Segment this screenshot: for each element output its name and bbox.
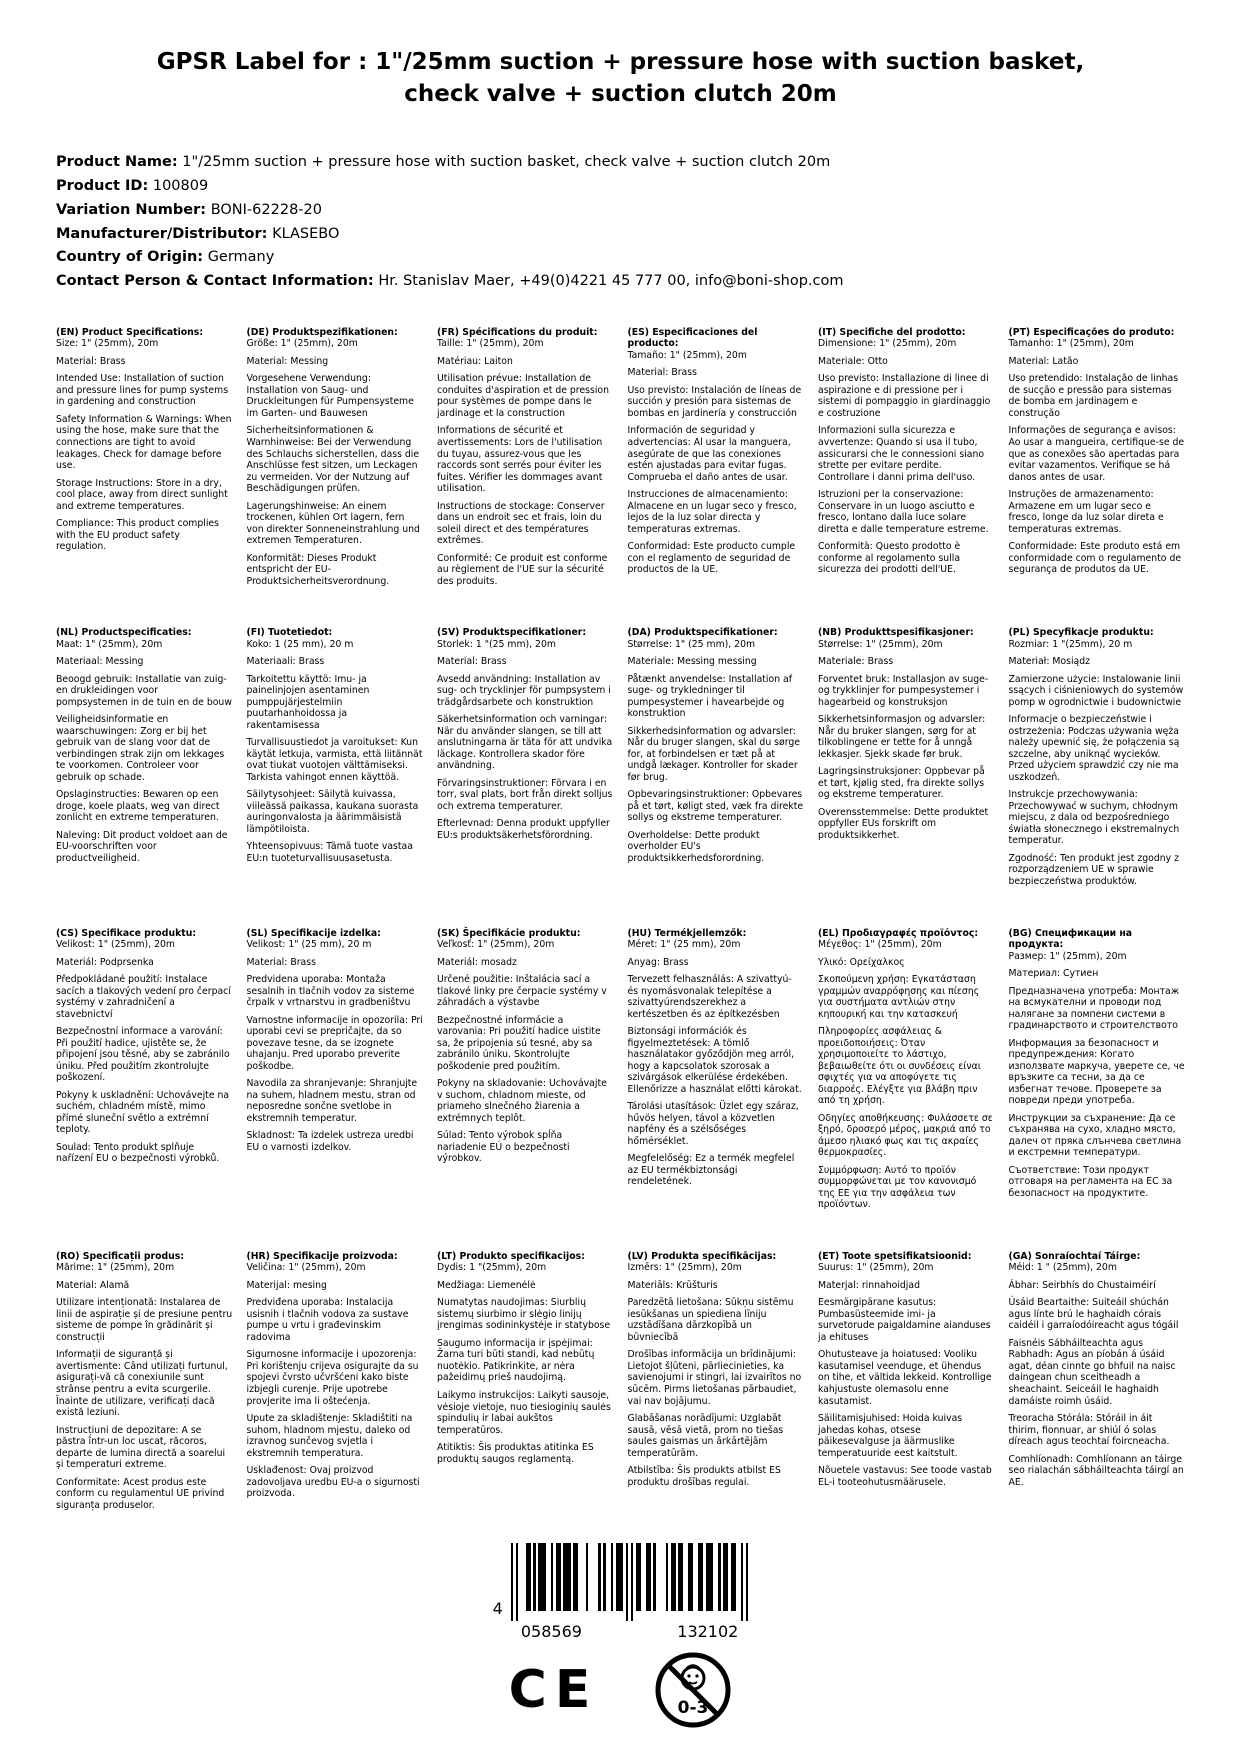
lang-section-title: (SV) Produktspecifikationer: <box>437 627 587 639</box>
section-paragraph: Størrelse: 1" (25mm), 20m <box>818 638 943 650</box>
section-paragraph: Predvidena uporaba: Montaža sesalnih in tlačnih vodov za sisteme črpalk v vrtnarstvu in gradbeništvu <box>246 974 415 1009</box>
lang-section-title: (NB) Produkttspesifikasjoner: <box>818 627 974 639</box>
section-paragraph: Yhteensopivuus: Tämä tuote vastaa EU:n tuoteturvallisuusasetusta. <box>246 841 413 864</box>
lang-section-hr <box>247 1251 424 1506</box>
section-paragraph: Intended Use: Installation of suction and pressure lines for pump systems in gardening and construction <box>56 373 229 408</box>
lang-section-pl <box>1009 627 1186 893</box>
section-paragraph: Drošības informācija un brīdinājumi: Lietojot šļūteni, pārliecinieties, ka savienojumi ir stingri, lai izvairītos no sūcēm. Pirms lietošanas pārbaudiet, vai nav bojājumu. <box>627 1349 802 1407</box>
section-paragraph: Størrelse: 1" (25 mm), 20m <box>627 638 756 650</box>
section-paragraph: Rozmiar: 1 "(25mm), 20 m <box>1008 638 1133 650</box>
contact-row <box>56 271 1185 293</box>
section-paragraph: Paredzētā lietošana: Sūkņu sistēmu iesūkšanas un spiediena līniju uzstādīšana dārzkopībā un būvniecībā <box>627 1297 794 1343</box>
section-paragraph: Atbilstība: Šis produkts atbilst ES produktu drošības regulai. <box>627 1465 781 1488</box>
section-paragraph: Bezpečnostní informace a varování: Při použití hadice, ujistěte se, že připojení jsou těsné, aby se zabránilo úniku. Před použitím zkontrolujte poškození. <box>56 1026 230 1084</box>
section-paragraph: Faisnéis Sábháilteachta agus Rabhadh: Agus an píobán á úsáid agat, déan cinnte go bhfuil na naisc daingean chun sceitheadh a sheachaint. Seiceáil le haghaidh damáiste roimh úsáid. <box>1008 1337 1176 1407</box>
section-paragraph: Uso pretendido: Instalação de linhas de sucção e pressão para sistemas de bomba em jardinagem e construção <box>1008 373 1179 419</box>
section-paragraph: Материал: Сутиен <box>1008 968 1099 980</box>
lang-section-fi <box>247 627 424 870</box>
section-paragraph: Beoogd gebruik: Installatie van zuig- en drukleidingen voor pompsystemen in de tuin en de bouw <box>56 673 232 708</box>
section-paragraph: Instrucciones de almacenamiento: Almacene en un lugar seco y fresco, lejos de la luz solar directa y temperaturas extremas. <box>627 489 797 535</box>
section-paragraph: Safety Information & Warnings: When using the hose, make sure that the connections are tight to avoid leakages. Check for damage before use. <box>56 413 232 472</box>
section-paragraph: Predviđena uporaba: Instalacija usisnih i tlačnih vodova za sustave pumpe u vrtu i građevinskim radovima <box>246 1297 409 1343</box>
section-paragraph: Material: Messing <box>246 355 329 367</box>
lang-section-nl <box>56 627 233 870</box>
section-paragraph: Usklađenost: Ovaj proizvod zadovoljava uredbu EU-a o sigurnosti proizvoda. <box>246 1465 420 1500</box>
section-paragraph: Storlek: 1 "(25 mm), 20m <box>437 638 556 650</box>
section-paragraph: Tervezett felhasználás: A szivattyú- és nyomásvonalak telepítése a szivattyúrendszerekhez a kertészetben és az építkezésben <box>627 974 792 1020</box>
section-paragraph: Informazioni sulla sicurezza e avvertenze: Quando si usa il tubo, assicurarsi che le connessioni siano strette per evitare perdite. Controllare i danni prima dell'uso. <box>818 425 985 483</box>
lang-section-title: (PT) Especificações do produto: <box>1008 326 1175 338</box>
section-paragraph: Taille: 1" (25mm), 20m <box>437 338 544 350</box>
lang-section-title: (CS) Specifikace produktu: <box>56 927 197 939</box>
section-paragraph: Veľkosť: 1" (25mm), 20m <box>437 939 555 951</box>
section-paragraph: Anyag: Brass <box>627 956 689 968</box>
variation-number-label: Variation Number: <box>56 201 207 218</box>
section-paragraph: Opbevaringsinstruktioner: Opbevares på et tørt, køligt sted, væk fra direkte sollys og ekstreme temperaturer. <box>627 789 804 824</box>
page-title: GPSR Label for : 1"/25mm suction + pressure hose with suction basket, check valve + suction clutch 20m <box>156 49 1085 108</box>
lang-section-lv <box>628 1251 805 1494</box>
lang-section-title: (PL) Specyfikacje produktu: <box>1008 627 1154 639</box>
section-paragraph: Předpokládané použití: Instalace sacích a tlakových vedení pro čerpací systémy v zahradničení a stavebnictví <box>56 974 231 1020</box>
section-paragraph: Soulad: Tento produkt splňuje nařízení EU o bezpečnosti výrobků. <box>56 1141 220 1165</box>
section-paragraph: Größe: 1" (25mm), 20m <box>246 338 358 350</box>
lang-section-ro <box>56 1251 233 1517</box>
section-paragraph: Material: Brass <box>437 656 507 668</box>
section-paragraph: Zamierzone użycie: Instalowanie linii ssących i ciśnieniowych do systemów pomp w ogrodnictwie i budownictwie <box>1008 673 1184 708</box>
section-paragraph: Veličina: 1" (25mm), 20m <box>246 1262 366 1274</box>
barcode-right-digits: 132102 <box>677 1622 739 1642</box>
section-paragraph: Размер: 1" (25mm), 20m <box>1008 950 1127 962</box>
section-paragraph: Istruzioni per la conservazione: Conservare in un luogo asciutto e fresco, lontano dalla luce solare diretta e dalle temperature estreme. <box>818 489 989 535</box>
section-paragraph: Dydis: 1 "(25mm), 20m <box>437 1262 547 1274</box>
section-paragraph: Overholdelse: Dette produkt overholder EU's produktsikkerhedsforordning. <box>627 829 765 864</box>
section-paragraph: Ábhar: Seirbhís do Chustaiméirí <box>1008 1279 1156 1291</box>
section-paragraph: Informacje o bezpieczeństwie i ostrzeżenia: Podczas używania węża należy upewnić się, że połączenia są szczelne, aby uniknąć wycieków. Przed użyciem sprawdzić czy nie ma uszkodzeń. <box>1008 714 1180 783</box>
ce-mark-icon: CE <box>508 1660 599 1721</box>
lang-section-title: (NL) Productspecificaties: <box>56 627 192 639</box>
lang-section-es <box>628 327 805 582</box>
section-paragraph: Conformità: Questo prodotto è conforme al regolamento sulla sicurezza dei prodotti dell'UE. <box>818 541 961 576</box>
section-paragraph: Úsáid Beartaithe: Suiteáil shúchán agus línte brú le haghaidh córais caidéil i garraíodóireacht agus tógáil <box>1008 1297 1179 1332</box>
barcode-bars <box>511 1543 749 1621</box>
footer <box>56 1543 1185 1729</box>
section-paragraph: Υλικό: Ορείχαλκος <box>818 956 905 968</box>
section-paragraph: Materijal: mesing <box>246 1279 327 1291</box>
section-paragraph: Zgodność: Ten produkt jest zgodny z rozporządzeniem UE w sprawie bezpieczeństwa produktów. <box>1008 852 1179 887</box>
section-paragraph: Material: Alamă <box>56 1279 130 1291</box>
section-paragraph: Upute za skladištenje: Skladištiti na suhom, hladnom mjestu, daleko od izravnog sunčevog svjetla i ekstremnih temperatura. <box>246 1413 413 1459</box>
section-paragraph: Avsedd användning: Installation av sug- och trycklinjer för pumpsystem i trädgårdsarbete och konstruktion <box>437 673 611 708</box>
section-paragraph: Velikost: 1" (25 mm), 20 m <box>246 939 372 951</box>
manufacturer-value: KLASEBO <box>272 225 340 242</box>
product-id-row <box>56 176 1185 198</box>
age-range-text: 0-3 <box>677 1698 709 1719</box>
section-paragraph: Vorgesehene Verwendung: Installation von Saug- und Druckleitungen für Pumpensysteme im Garten- und Bauwesen <box>246 373 414 419</box>
product-name-value: 1"/25mm suction + pressure hose with suction basket, check valve + suction clutch 20m <box>182 154 831 171</box>
lang-section-title: (LT) Produkto specifikacijos: <box>437 1250 585 1262</box>
lang-section-sk <box>437 928 614 1171</box>
section-paragraph: Utilizare intenționată: Instalarea de linii de aspirație și de presiune pentru sisteme de pompe în grădinărit și construcții <box>56 1297 233 1343</box>
section-paragraph: Instructions de stockage: Conserver dans un endroit sec et frais, loin du soleil direct et des températures extrêmes. <box>437 500 605 547</box>
contact-value: Hr. Stanislav Maer, +49(0)4221 45 777 00, info@boni-shop.com <box>378 273 844 290</box>
section-paragraph: Sikkerhedsinformation og advarsler: Når du bruger slangen, skal du sørge for, at forbindelsen er tæt på at undgå lækager. Kontroller for skader før brug. <box>627 725 800 783</box>
lang-section-sv <box>437 627 614 847</box>
section-paragraph: Materiaal: Messing <box>56 656 144 668</box>
section-paragraph: Informations de sécurité et avertissements: Lors de l'utilisation du tuyau, assurez-vous que les raccords sont serrés pour éviter les fuites. Vérifier les dommages avant utilisation. <box>437 425 603 495</box>
section-paragraph: Информация за безопасност и предупреждения: Когато използвате маркуча, уверете се, че връзките са тесни, за да се избегнат течове. Проверете за повреди преди употреба. <box>1008 1037 1185 1107</box>
lang-section-cs <box>56 928 233 1171</box>
section-paragraph: Utilisation prévue: Installation de conduites d'aspiration et de pression pour systèmes de pompe dans le jardinage et la construction <box>437 373 609 419</box>
lang-section-title: (LV) Produkta specifikācijas: <box>627 1250 777 1262</box>
language-sections-grid <box>56 327 1185 1517</box>
variation-number-row <box>56 200 1185 222</box>
section-paragraph: Förvaringsinstruktioner: Förvara i en torr, sval plats, bort från direkt solljus och extrema temperaturer. <box>437 777 613 812</box>
lang-section-bg <box>1009 928 1186 1206</box>
section-paragraph: Material: Brass <box>56 355 126 367</box>
lang-section-title: (SL) Specifikacije izdelka: <box>246 927 381 939</box>
country-of-origin-row <box>56 247 1185 269</box>
section-paragraph: Méret: 1" (25 mm), 20m <box>627 939 741 951</box>
section-paragraph: Инструкции за съхранение: Да се съхранява на сухо, хладно място, далеч от пряка слънчева светлина и екстремни температури. <box>1008 1112 1182 1159</box>
section-paragraph: Tamaño: 1" (25mm), 20m <box>627 349 747 361</box>
section-paragraph: Säkerhetsinformation och varningar: När du använder slangen, se till att anslutningarna är täta för att undvika läckage. Kontrollera skador före användning. <box>437 714 613 772</box>
section-paragraph: Conformidad: Este producto cumple con el reglamento de seguridad de productos de la UE. <box>627 541 796 576</box>
barcode-lead-digit: 4 <box>492 1599 503 1619</box>
section-paragraph: Suurus: 1" (25mm), 20m <box>818 1262 934 1274</box>
section-paragraph: Ohutusteave ja hoiatused: Vooliku kasutamisel veenduge, et ühendus on tihe, et vältida lekkeid. Kontrollige kahjustuste olemasolu enne kasutamist. <box>818 1349 992 1407</box>
section-paragraph: Instrukcje przechowywania: Przechowywać w suchym, chłodnym miejscu, z dala od bezpośredniego światła słonecznego i ekstremalnych temperatur. <box>1008 789 1180 847</box>
section-paragraph: Overensstemmelse: Dette produktet oppfyller EUs forskrift om produktsikkerhet. <box>818 806 989 841</box>
variation-number-value: BONI-62228-20 <box>210 201 322 218</box>
section-paragraph: Σκοπούμενη χρήση: Εγκατάσταση γραμμών αναρρόφησης και πίεσης για συστήματα αντλιών στην κηπουρική και την κατασκευή <box>818 974 980 1020</box>
section-paragraph: Storage Instructions: Store in a dry, cool place, away from direct sunlight and extreme temperatures. <box>56 477 228 512</box>
section-paragraph: Materiaali: Brass <box>246 656 325 668</box>
section-paragraph: Materiāls: Krūšturis <box>627 1279 718 1291</box>
section-paragraph: Skladnost: Ta izdelek ustreza uredbi EU o varnosti izdelkov. <box>246 1130 414 1153</box>
section-paragraph: Atitiktis: Šis produktas atitinka ES produktų saugos reglamentą. <box>437 1442 594 1465</box>
section-paragraph: Nõuetele vastavus: See toode vastab EL-i tooteohutusmäärusele. <box>818 1465 992 1488</box>
lang-section-title: (FR) Spécifications du produit: <box>437 326 598 338</box>
section-paragraph: Eesmärgipärane kasutus: Pumbasüsteemide imi- ja survetorude paigaldamine aianduses ja ehituses <box>818 1297 991 1343</box>
section-paragraph: Μέγεθος: 1" (25mm), 20m <box>818 939 942 951</box>
lang-section-it <box>818 327 995 582</box>
section-paragraph: Material: Brass <box>246 956 316 968</box>
lang-section-en <box>56 327 233 559</box>
section-paragraph: Forventet bruk: Installasjon av suge- og trykklinjer for pumpesystemer i hagearbeid og konstruksjon <box>818 673 989 708</box>
section-paragraph: Laikymo instrukcijos: Laikyti sausoje, vėsioje vietoje, nuo tiesioginių saulės spindulių ir labai aukštos temperatūros. <box>437 1390 611 1436</box>
section-paragraph: Koko: 1 (25 mm), 20 m <box>246 638 354 650</box>
lang-section-title: (SK) Špecifikácie produktu: <box>437 927 581 939</box>
section-paragraph: Uso previsto: Installazione di linee di aspirazione e di pressione per i sistemi di pompaggio in giardinaggio e costruzione <box>818 373 991 419</box>
section-paragraph: Comhlíonadh: Comhlíonann an táirge seo rialachán sábháilteachta táirgí an AE. <box>1008 1453 1184 1488</box>
compliance-marks <box>509 1651 733 1729</box>
contact-label: Contact Person & Contact Information: <box>56 273 374 290</box>
section-paragraph: Medžiaga: Liemenėlė <box>437 1279 536 1291</box>
section-paragraph: Συμμόρφωση: Αυτό το προϊόν συμμορφώνεται με τον κανονισμό της ΕΕ για την ασφάλεια των προϊόντων. <box>818 1164 977 1211</box>
section-paragraph: Megfelelőség: Ez a termék megfelel az EU termékbiztonsági rendeletének. <box>627 1153 795 1188</box>
section-paragraph: Izmērs: 1" (25mm), 20m <box>627 1262 742 1274</box>
section-paragraph: Varnostne informacije in opozorila: Pri uporabi cevi se prepričajte, da so povezave tesne, da se izognete uhajanju. Pred uporabo preverite poškodbe. <box>246 1014 423 1072</box>
section-paragraph: Conformidade: Este produto está em conformidade com o regulamento de segurança de produtos da UE. <box>1008 541 1182 576</box>
manufacturer-label: Manufacturer/Distributor: <box>56 225 268 242</box>
section-paragraph: Opslaginstructies: Bewaren op een droge, koele plaats, weg van direct zonlicht en extreme temperaturen. <box>56 789 220 824</box>
product-name-label: Product Name: <box>56 154 178 171</box>
section-paragraph: Súlad: Tento výrobok spĺňa nariadenie EÚ o bezpečnosti výrobkov. <box>437 1130 570 1165</box>
section-paragraph: Materiał: Mosiądz <box>1008 656 1091 668</box>
section-paragraph: Informações de segurança e avisos: Ao usar a mangueira, certifique-se de que as conexões são apertadas para evitar vazamentos. Verifique se há danos antes de usar. <box>1008 425 1185 483</box>
product-name-row <box>56 152 1185 174</box>
section-paragraph: Méid: 1 " (25mm), 20m <box>1008 1262 1117 1274</box>
section-paragraph: Mărime: 1" (25mm), 20m <box>56 1262 175 1274</box>
lang-section-title: (GA) Sonraíochtaí Táirge: <box>1008 1250 1141 1262</box>
section-paragraph: Tamanho: 1" (25mm), 20m <box>1008 338 1134 350</box>
section-paragraph: Предназначена употреба: Монтаж на всмукателни и проводи под налягане за помпени системи в градинарството и строителството <box>1008 985 1180 1032</box>
lang-section-title: (RO) Specificații produs: <box>56 1250 185 1262</box>
section-paragraph: Dimensione: 1" (25mm), 20m <box>818 338 957 350</box>
lang-section-title: (FI) Tuotetiedot: <box>246 627 333 639</box>
lang-section-sl <box>247 928 424 1160</box>
lang-section-pt <box>1009 327 1186 582</box>
section-paragraph: Pokyny k uskladnění: Uchovávejte na suchém, chladném místě, mimo přímé sluneční světlo a extrémní teploty. <box>56 1089 230 1136</box>
section-paragraph: Materiale: Otto <box>818 355 888 367</box>
manufacturer-row <box>56 224 1185 246</box>
lang-section-title: (ES) Especificaciones del producto: <box>627 326 758 350</box>
section-paragraph: Treoracha Stórála: Stóráil in áit thirim, fionnuar, ar shiúl ó solas díreach agus teochtaí foircneacha. <box>1008 1413 1170 1448</box>
section-paragraph: Uso previsto: Instalación de líneas de succión y presión para sistemas de bombas en jardinería y construcción <box>627 384 802 419</box>
section-paragraph: Información de seguridad y advertencias: Al usar la manguera, asegúrate de que las conexiones estén ajustadas para evitar fugas. Comprueba el daño antes de usar. <box>627 425 791 483</box>
lang-section-nb <box>818 627 995 847</box>
lang-section-title: (EL) Προδιαγραφές προϊόντος: <box>818 927 979 939</box>
section-paragraph: Säilytysohjeet: Säilytä kuivassa, viileässä paikassa, kaukana suorasta auringonvalosta ja äärimmäisistä lämpötiloista. <box>246 789 419 835</box>
age-warning-0-3-icon <box>654 1651 732 1729</box>
section-paragraph: Turvallisuustiedot ja varoitukset: Kun käytät letkuja, varmista, että liitännät ovat tiukat vuotojen välttämiseksi. Tarkista vahingot ennen käyttöä. <box>246 737 423 783</box>
section-paragraph: Veiligheidsinformatie en waarschuwingen: Zorg er bij het gebruik van de slang voor dat de verbindingen strak zijn om lekkages te voorkomen. Controleer voor gebruik op schade. <box>56 714 225 783</box>
section-paragraph: Materjal: rinnahoidjad <box>818 1279 920 1291</box>
section-paragraph: Efterlevnad: Denna produkt uppfyller EU:s produktsäkerhetsförordning. <box>437 818 610 841</box>
section-paragraph: Οδηγίες αποθήκευσης: Φυλάσσετε σε ξηρό, δροσερό μέρος, μακριά από το άμεσο ηλιακό φως και τις ακραίες θερμοκρασίες. <box>818 1112 993 1159</box>
section-paragraph: Konformität: Dieses Produkt entspricht der EU-Produktsicherheitsverordnung. <box>246 552 390 587</box>
lang-section-title: (DA) Produktspecifikationer: <box>627 627 778 639</box>
lang-section-lt <box>437 1251 614 1471</box>
section-paragraph: Lagringsinstruksjoner: Oppbevar på et tørt, kjølig sted, fra direkte sollys og ekstreme temperaturer. <box>818 766 985 801</box>
lang-section-da <box>628 627 805 870</box>
section-paragraph: Navodila za shranjevanje: Shranjujte na suhem, hladnem mestu, stran od neposredne sončne svetlobe in ekstremnih temperatur. <box>246 1078 418 1124</box>
section-paragraph: Säilitamisjuhised: Hoida kuivas jahedas kohas, otsese päikesevalguse ja äärmuslike temperatuuride eest kaitstult. <box>818 1413 963 1459</box>
section-paragraph: Tarkoitettu käyttö: Imu- ja painelinjojen asentaminen pumppujärjestelmiin puutarhanhoidossa ja rakentamisessa <box>246 673 370 731</box>
section-paragraph: Materiál: mosadz <box>437 956 517 968</box>
section-paragraph: Saugumo informacija ir įspėjimai: Žarna turi būti standi, kad nebūtų nuotėkio. Patikrinkite, ar nėra pažeidimų prieš naudojimą. <box>437 1337 595 1384</box>
product-id-value: 100809 <box>152 178 209 195</box>
lang-section-title: (EN) Product Specifications: <box>56 326 204 338</box>
barcode-digits <box>511 1622 749 1641</box>
lang-section-title: (BG) Спецификации на продукта: <box>1008 927 1133 951</box>
lang-section-title: (DE) Produktspezifikationen: <box>246 326 398 338</box>
section-paragraph: Určené použitie: Inštalácia sací a tlakové linky pre čerpacie systémy v záhradách a výstavbe <box>437 974 607 1009</box>
section-paragraph: Πληροφορίες ασφάλειας & προειδοποιήσεις: Όταν χρησιμοποιείτε το λάστιχο, βεβαιωθείτε ότι οι συνδέσεις είναι σφιχτές για να αποφύγετε τις διαρροές. Ελέγξτε για βλάβη πριν από τη χρήση. <box>818 1026 981 1107</box>
barcode-left-digits: 058569 <box>520 1622 582 1642</box>
section-paragraph: Glabāšanas norādījumi: Uzglabāt sausā, vēsā vietā, prom no tiešas saules gaismas un ārkārtējām temperatūrām. <box>627 1413 784 1459</box>
section-paragraph: Conformitate: Acest produs este conform cu regulamentul UE privind siguranța produselor. <box>56 1476 225 1511</box>
section-paragraph: Informații de siguranță și avertismente: Când utilizați furtunul, asigurați-vă că conexiunile sunt strânse pentru a evita scurgerile. Înainte de utilizare, verificați dacă există leziuni. <box>56 1349 228 1419</box>
lang-section-fr <box>437 327 614 593</box>
section-paragraph: Size: 1" (25mm), 20m <box>56 338 159 350</box>
section-paragraph: Naleving: Dit product voldoet aan de EU-voorschriften voor productveiligheid. <box>56 829 228 864</box>
section-paragraph: Material: Latão <box>1008 355 1079 367</box>
section-paragraph: Instrucțiuni de depozitare: A se păstra într-un loc uscat, răcoros, departe de lumina directă a soarelui și temperaturi extreme. <box>56 1424 226 1471</box>
section-paragraph: Pokyny na skladovanie: Uchovávajte v suchom, chladnom mieste, od priameho slnečného žiarenia a extrémnych teplôt. <box>437 1078 607 1124</box>
lang-section-el <box>818 928 995 1217</box>
section-paragraph: Conformité: Ce produit est conforme au règlement de l'UE sur la sécurité des produits. <box>437 552 608 587</box>
section-paragraph: Materiál: Podprsenka <box>56 956 154 968</box>
section-paragraph: Sicherheitsinformationen & Warnhinweise: Bei der Verwendung des Schlauchs sicherstellen, dass die Anschlüsse fest sitzen, um Leckagen zu vermeiden. Vor der Nutzung auf Beschädigungen prüfen. <box>246 425 420 495</box>
section-paragraph: Compliance: This product complies with the EU product safety regulation. <box>56 518 219 553</box>
section-paragraph: Materiale: Messing messing <box>627 656 757 668</box>
lang-section-ga <box>1009 1251 1186 1494</box>
lang-section-de <box>247 327 424 593</box>
section-paragraph: Material: Brass <box>627 367 697 379</box>
section-paragraph: Matériau: Laiton <box>437 355 513 367</box>
ean13-barcode <box>493 1543 749 1641</box>
lang-section-et <box>818 1251 995 1494</box>
product-id-label: Product ID: <box>56 178 149 195</box>
section-paragraph: Instruções de armazenamento: Armazene em um lugar seco e fresco, longe da luz solar direta e temperaturas extremas. <box>1008 489 1164 535</box>
section-paragraph: Materiale: Brass <box>818 656 894 668</box>
section-paragraph: Sigurnosne informacije i upozorenja: Pri korištenju crijeva osigurajte da su spojevi čvrsto učvršćeni kako biste izbjegli curenje. Prije upotrebe provjerite ima li oštećenja. <box>246 1349 419 1407</box>
section-paragraph: Numatytas naudojimas: Siurblių sistemų siurbimo ir slėgio linijų įrengimas sodininkystėje ir statybose <box>437 1297 611 1332</box>
section-paragraph: Tárolási utasítások: Üzlet egy száraz, hűvös helyen, távol a közvetlen napfény és a szélsőséges hőmérséklet. <box>627 1101 799 1147</box>
section-paragraph: Sikkerhetsinformasjon og advarsler: Når du bruker slangen, sørg for at tilkoblingene er tette for å unngå lekkasjer. Sjekk skade før bruk. <box>818 714 986 760</box>
section-paragraph: Maat: 1" (25mm), 20m <box>56 638 163 650</box>
section-paragraph: Påtænkt anvendelse: Installation af suge- og trykledninger til pumpesystemer i havearbejde og konstruktion <box>627 673 793 720</box>
lang-section-title: (HR) Specifikacije proizvoda: <box>246 1250 398 1262</box>
section-paragraph: Biztonsági információk és figyelmeztetések: A tömlő használatakor győződjön meg arról, hogy a kapcsolatok szorosak a szivárgások elkerülése érdekében. Ellenőrizze a használat előtti károkat. <box>627 1026 802 1095</box>
section-paragraph: Bezpečnostné informácie a varovania: Pri použití hadice uistite sa, že pripojenia sú tesné, aby sa zabránilo úniku. Skontrolujte poškodenie pred použitím. <box>437 1014 601 1072</box>
country-of-origin-value: Germany <box>207 249 275 266</box>
lang-section-title: (ET) Toote spetsifikatsioonid: <box>818 1250 972 1262</box>
section-paragraph: Lagerungshinweise: An einem trockenen, kühlen Ort lagern, fern von direkter Sonneneinstrahlung und extremen Temperaturen. <box>246 500 420 547</box>
lang-section-hu <box>628 928 805 1194</box>
product-info-block <box>56 152 1185 293</box>
section-paragraph: Velikost: 1" (25mm), 20m <box>56 939 175 951</box>
lang-section-title: (HU) Termékjellemzők: <box>627 927 747 939</box>
country-of-origin-label: Country of Origin: <box>56 249 204 266</box>
lang-section-title: (IT) Specifiche del prodotto: <box>818 326 966 338</box>
section-paragraph: Съответствие: Този продукт отговаря на регламента на ЕС за безопасност на продуктите. <box>1008 1164 1173 1199</box>
